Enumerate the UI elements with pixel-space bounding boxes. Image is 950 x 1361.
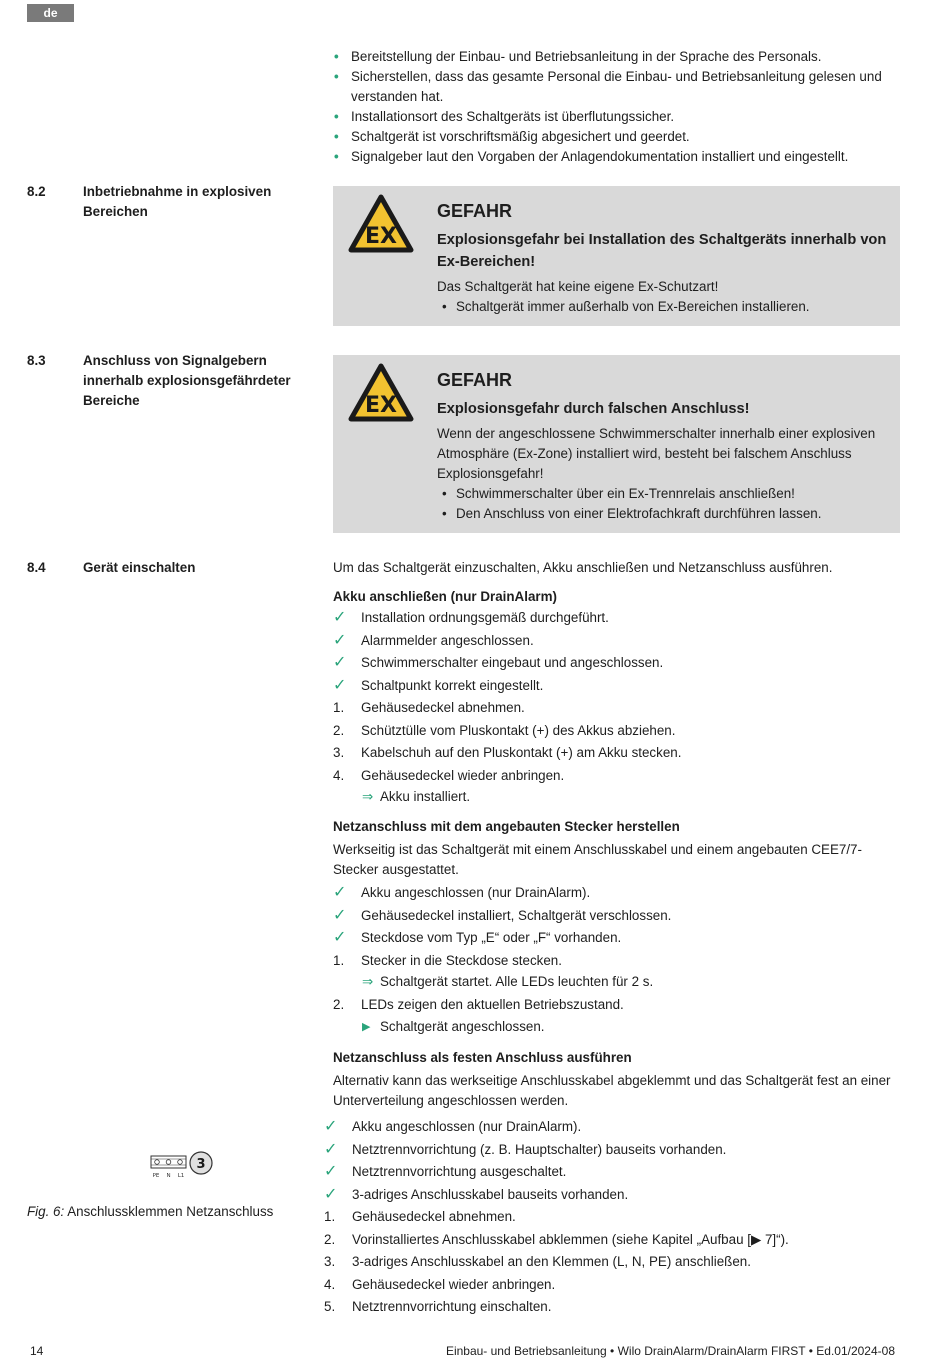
document-footer: Einbau- und Betriebsanleitung • Wilo DrainAlarm/DrainAlarm FIRST • Ed.01/2024-08 [445, 1344, 895, 1358]
subheading-plug: Netzanschluss mit dem angebauten Stecker herstellen [333, 819, 680, 834]
checkmark-icon: ✓ [333, 609, 347, 626]
checkmark-icon: ✓ [333, 929, 347, 946]
check-item: ✓ Gehäusedeckel installiert, Schaltgerät verschlossen. [333, 905, 900, 928]
figure-caption [27, 1202, 307, 1222]
step-item: 4. Gehäusedeckel wieder anbringen. [333, 767, 565, 783]
check-item: ✓ 3-adriges Anschlusskabel bauseits vorhanden. [324, 1184, 900, 1207]
figure-label: Fig. 6: [27, 1204, 65, 1219]
figure-caption-text: Anschlussklemmen Netzanschluss [67, 1204, 274, 1219]
checkmark-icon: ✓ [324, 1118, 338, 1135]
checkmark-icon: ✓ [324, 1140, 338, 1158]
section-title: Inbetriebnahme in explosiven Bereichen [83, 184, 272, 219]
terminal-label: PE [152, 1173, 160, 1179]
danger-text: Das Schaltgerät hat keine eigene Ex-Schutzart! [437, 279, 719, 294]
checkmark-icon: ✓ [333, 676, 347, 694]
danger-subheading: Explosionsgefahr bei Installation des Schaltgeräts innerhalb von Ex-Bereichen! [437, 232, 887, 270]
step-item: 1. Stecker in die Steckdose stecken. [333, 952, 562, 968]
check-item: ✓ Steckdose vom Typ „E“ oder „F“ vorhanden. [333, 927, 900, 950]
check-item: ✓ Schwimmerschalter eingebaut und angeschlossen. [333, 652, 900, 675]
terminal-block-figure [148, 1150, 218, 1182]
list-item: • Schaltgerät immer außerhalb von Ex-Bereichen installieren. [437, 297, 892, 317]
check-item: ✓ Installation ordnungsgemäß durchgeführt. [333, 607, 900, 630]
section-title: Anschluss von Signalgebern innerhalb explosionsgefährdeter Bereiche [83, 353, 291, 408]
check-item: ✓ Netztrennvorrichtung (z. B. Hauptschalter) bauseits vorhanden. [324, 1139, 900, 1162]
danger-box [333, 355, 900, 533]
explosion-warning-icon [348, 363, 414, 423]
step-item: 2. Vorinstalliertes Anschlusskabel abklemmen (siehe Kapitel „Aufbau [▶ 7]“). [324, 1231, 789, 1247]
result-arrow-icon: ⇒ [362, 974, 374, 989]
section-title: Gerät einschalten [83, 560, 196, 575]
checkmark-icon: ✓ [333, 654, 347, 671]
list-item: • Sicherstellen, dass das gesamte Personal die Einbau- und Betriebsanleitung gelesen und verstanden hat. [333, 67, 900, 107]
check-item: ✓ Akku angeschlossen (nur DrainAlarm). [324, 1116, 900, 1139]
subheading-fixed: Netzanschluss als festen Anschluss ausführen [333, 1049, 632, 1065]
list-item: • Bereitstellung der Einbau- und Betriebsanleitung in der Sprache des Personals. [333, 47, 900, 67]
ex-symbol-text: EX [365, 393, 397, 418]
list-item: • Den Anschluss von einer Elektrofachkraft durchführen lassen. [437, 504, 892, 524]
step-item: 5. Netztrennvorrichtung einschalten. [324, 1299, 552, 1314]
step-item: 3. 3-adriges Anschlusskabel an den Klemmen (L, N, PE) anschließen. [324, 1254, 751, 1269]
ex-symbol-text: EX [365, 224, 397, 249]
fixed-connection-steps [324, 1116, 900, 1319]
checkmark-icon: ✓ [324, 1163, 338, 1180]
step-item: 3. Kabelschuh auf den Pluskontakt (+) am Akku stecken. [333, 745, 682, 760]
step-item: 2. LEDs zeigen den aktuellen Betriebszustand. [333, 997, 624, 1012]
danger-text: Wenn der angeschlossene Schwimmerschalter innerhalb einer explosiven Atmosphäre (Ex-Zone) installiert wird, besteht bei falschem Anschluss Explosionsgefahr! [437, 426, 876, 481]
section-content [333, 558, 900, 1111]
list-item: • Installationsort des Schaltgeräts ist überflutungssicher. [333, 107, 900, 127]
explosion-warning-icon [348, 194, 414, 254]
intro-text: Um das Schaltgerät einzuschalten, Akku anschließen und Netzanschluss ausführen. [333, 560, 833, 575]
danger-bullets [437, 484, 892, 524]
play-triangle-icon: ▶ [362, 1020, 371, 1033]
step-item: 1. Gehäusedeckel abnehmen. [333, 700, 525, 715]
danger-subheading: Explosionsgefahr durch falschen Anschluss! [437, 401, 750, 417]
danger-bullets [437, 297, 892, 317]
result-arrow-icon: ⇒ [362, 789, 374, 804]
terminal-label: N [166, 1173, 171, 1179]
check-item: ✓ Schaltpunkt korrekt eingestellt. [333, 675, 900, 698]
list-item: • Signalgeber laut den Vorgaben der Anlagendokumentation installiert und eingestellt. [333, 147, 900, 167]
check-item: ✓ Netztrennvorrichtung ausgeschaltet. [324, 1161, 900, 1184]
language-tab: de [27, 4, 74, 22]
page-number: 14 [30, 1344, 44, 1358]
intro-text: Alternativ kann das werkseitige Anschlusskabel abgeklemmt und das Schaltgerät fest an einer Unterverteilung angeschlossen werden. [333, 1072, 891, 1108]
checkmark-icon: ✓ [324, 1185, 338, 1203]
final-result-item: ▶ Schaltgerät angeschlossen. [333, 1017, 900, 1037]
danger-heading: GEFAHR [437, 201, 513, 221]
section-number: 8.3 [27, 353, 46, 368]
step-item: 1. Gehäusedeckel abnehmen. [324, 1209, 516, 1224]
result-item: ⇒ Schaltgerät startet. Alle LEDs leuchten für 2 s. [333, 972, 900, 992]
checkmark-icon: ✓ [333, 906, 347, 924]
section-number: 8.2 [27, 184, 46, 199]
list-item: • Schwimmerschalter über ein Ex-Trennrelais anschließen! [437, 484, 892, 504]
result-item: ⇒ Akku installiert. [333, 787, 900, 807]
list-item: • Schaltgerät ist vorschriftsmäßig abgesichert und geerdet. [333, 127, 900, 147]
danger-box [333, 186, 900, 326]
check-item: ✓ Akku angeschlossen (nur DrainAlarm). [333, 882, 900, 905]
prerequisite-list [333, 47, 900, 167]
step-item: 4. Gehäusedeckel wieder anbringen. [324, 1276, 556, 1292]
intro-text: Werkseitig ist das Schaltgerät mit einem Anschlusskabel und einem angebauten CEE7/7-Stecker ausgestattet. [333, 842, 862, 877]
terminal-label: L1 [177, 1173, 185, 1179]
subheading-akku: Akku anschließen (nur DrainAlarm) [333, 589, 557, 604]
danger-heading: GEFAHR [437, 370, 513, 390]
callout-number: 3 [196, 1157, 206, 1172]
checkmark-icon: ✓ [333, 884, 347, 901]
step-item: 2. Schütztülle vom Pluskontakt (+) des Akkus abziehen. [333, 722, 676, 738]
section-number: 8.4 [27, 560, 46, 575]
check-item: ✓ Alarmmelder angeschlossen. [333, 630, 900, 653]
checkmark-icon: ✓ [333, 631, 347, 649]
